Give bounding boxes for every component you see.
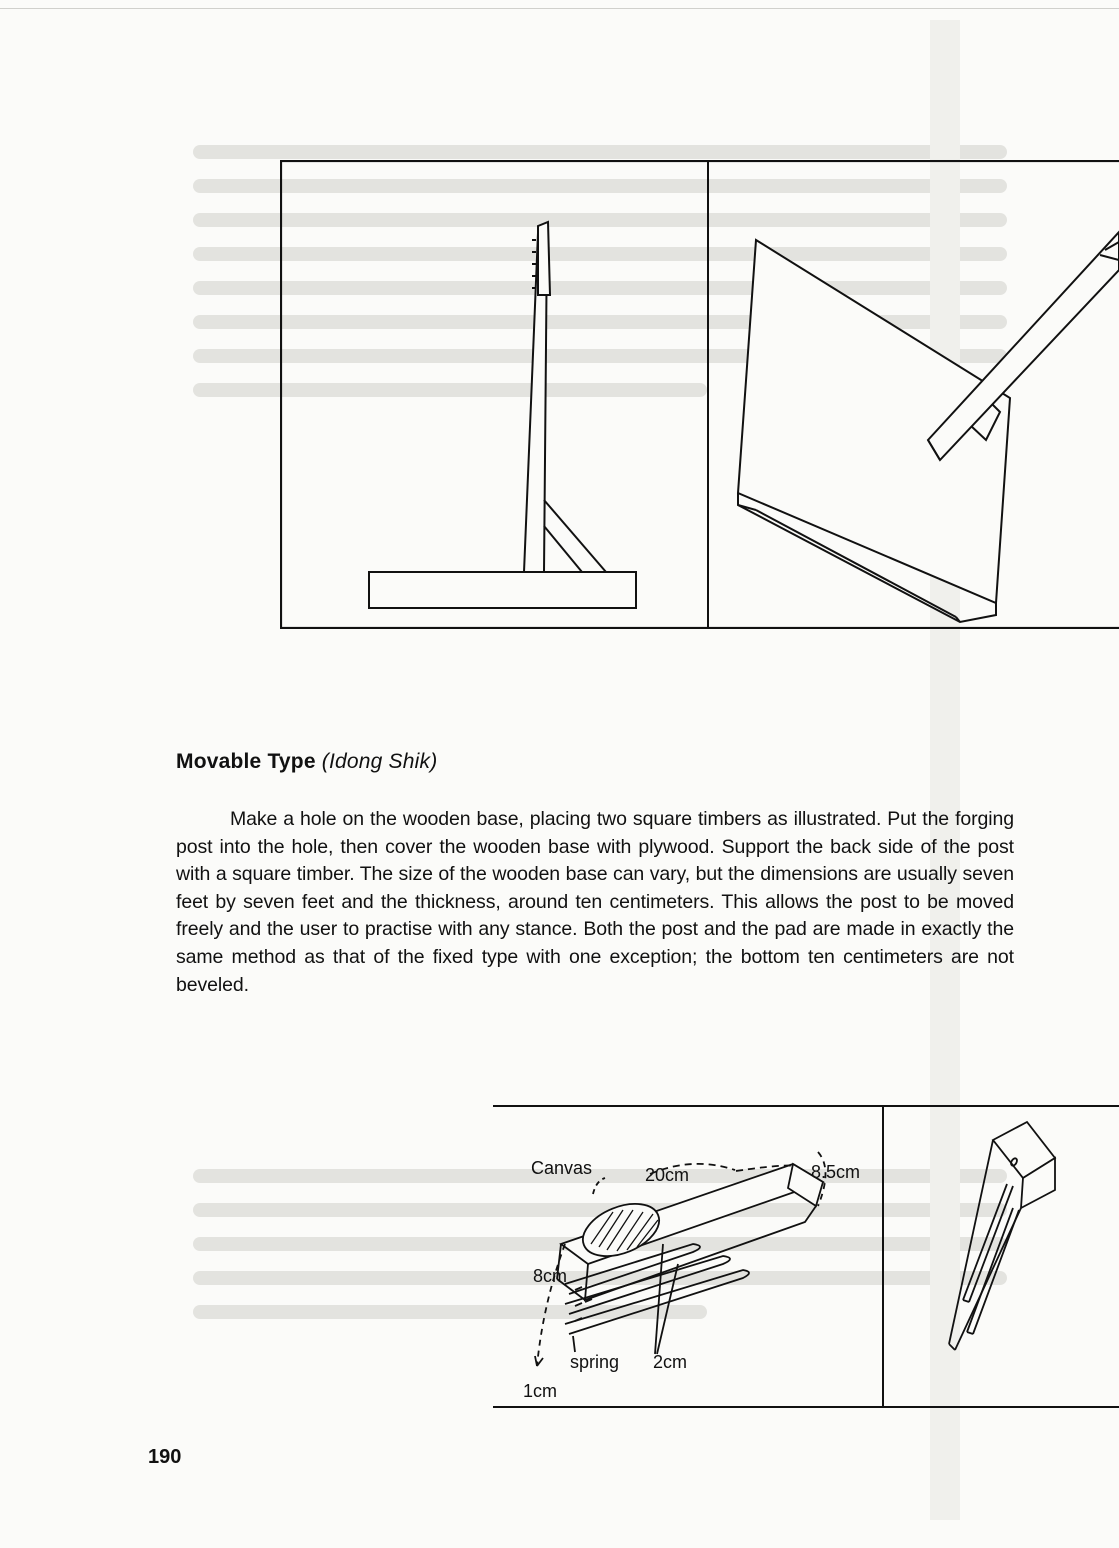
movable-post-illustration — [280, 160, 1119, 629]
section-body — [176, 806, 1014, 999]
label-gap: 1cm — [523, 1381, 558, 1401]
section-title-korean: (Idong Shik) — [321, 750, 438, 773]
section-title: Movable Type — [176, 750, 316, 773]
label-spring: spring — [570, 1352, 620, 1372]
section-heading — [176, 750, 437, 774]
side-view-drawing — [369, 222, 636, 608]
label-length: 20cm — [645, 1165, 690, 1185]
label-height: 8cm — [533, 1266, 568, 1286]
body-paragraph: Make a hole on the wooden base, placing two square timbers as illustrated. Put the forging post into the hole, then cover the wooden base with plywood. Support the back side of the post with a square timber. The size of the wooden base can vary, but the dimensions are usually seven feet by seven feet and the thickness, around ten centimeters. This allows the post to be moved freely and the user to practise with any stance. Both the post and the pad are made in exactly the same method as that of the fixed type with one exception; the bottom ten centimeters are not beveled. — [176, 808, 1014, 996]
pad-perspective-drawing — [949, 1122, 1055, 1350]
label-spring-width: 2cm — [653, 1352, 688, 1372]
page-number: 190 — [148, 1446, 182, 1468]
pad-construction-illustration — [493, 1104, 1119, 1409]
label-width: 8.5cm — [811, 1162, 861, 1182]
label-canvas: Canvas — [531, 1158, 593, 1178]
perspective-view-drawing — [738, 232, 1119, 622]
